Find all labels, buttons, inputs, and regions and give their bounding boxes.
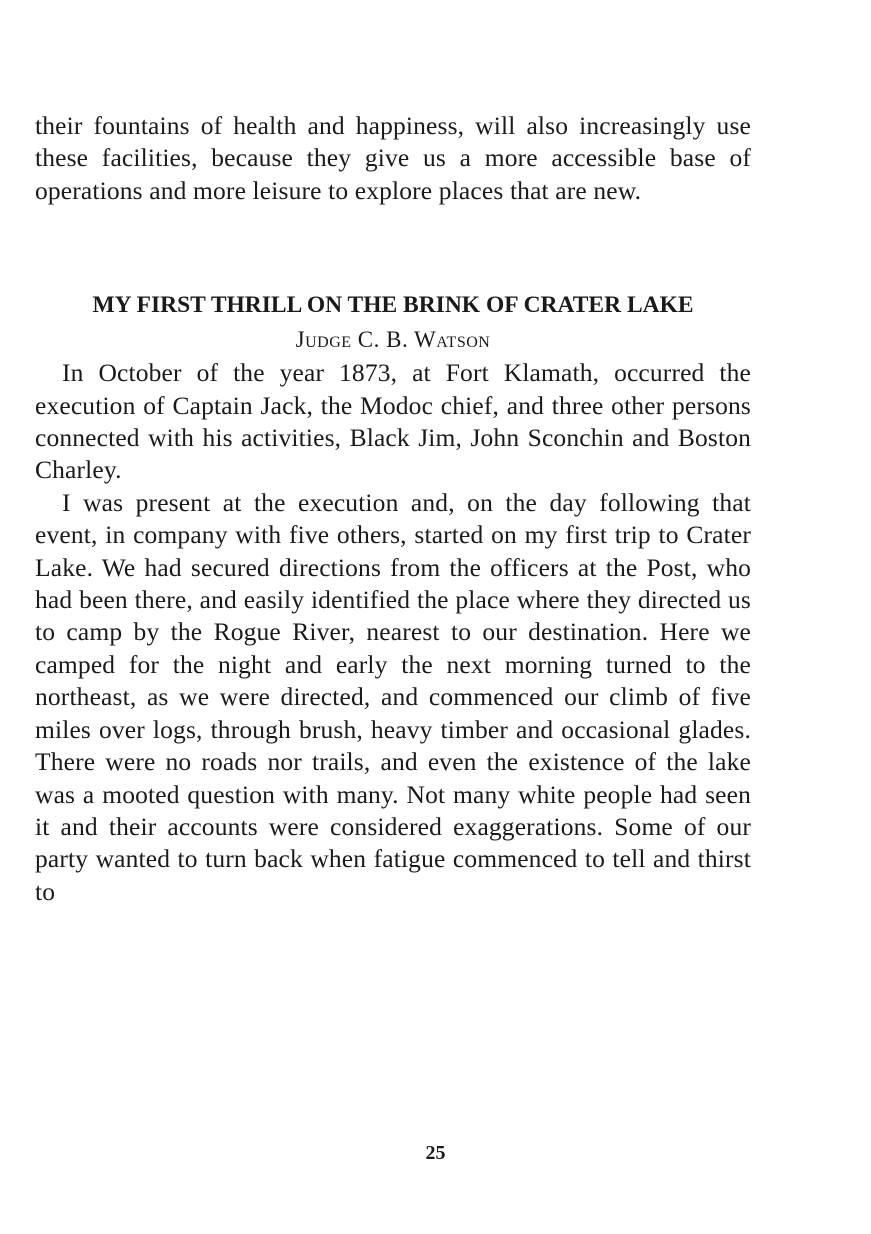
article-paragraph-2: I was present at the execution and, on the day following that event, in company with five others, started on my first trip to Crater Lake. We had secured directions from the officers at the Post, who had been there, and easily identified the place where they directed us to camp by the Rogue River, nearest to our destination. Here we camped for the night and early the next morning turned to the northeast, as we were directed, and commenced our climb of five miles over logs, through brush, heavy timber and occasional glades. There were no roads nor trails, and even the existence of the lake was a mooted question with many. Not many white people had seen it and their accounts were considered exaggerations. Some of our party wanted to turn back when fatigue commenced to tell and thirst to	[35, 487, 751, 906]
article-author: Judge C. B. Watson	[295, 327, 491, 353]
carryover-paragraph: their fountains of health and happiness, will also increasingly use these facilities, because they give us a more accessible base of operations and more leisure to explore places that are new.	[35, 111, 751, 205]
page-body	[35, 110, 751, 908]
article-paragraph-1: In October of the year 1873, at Fort Klamath, occurred the execution of Captain Jack, the Modoc chief, and three other persons connected with his activities, Black Jim, John Sconchin and Boston Charley.	[35, 358, 751, 485]
article-title: MY FIRST THRILL ON THE BRINK OF CRATER LAKE	[92, 292, 694, 319]
page-number: 25	[425, 1142, 446, 1164]
